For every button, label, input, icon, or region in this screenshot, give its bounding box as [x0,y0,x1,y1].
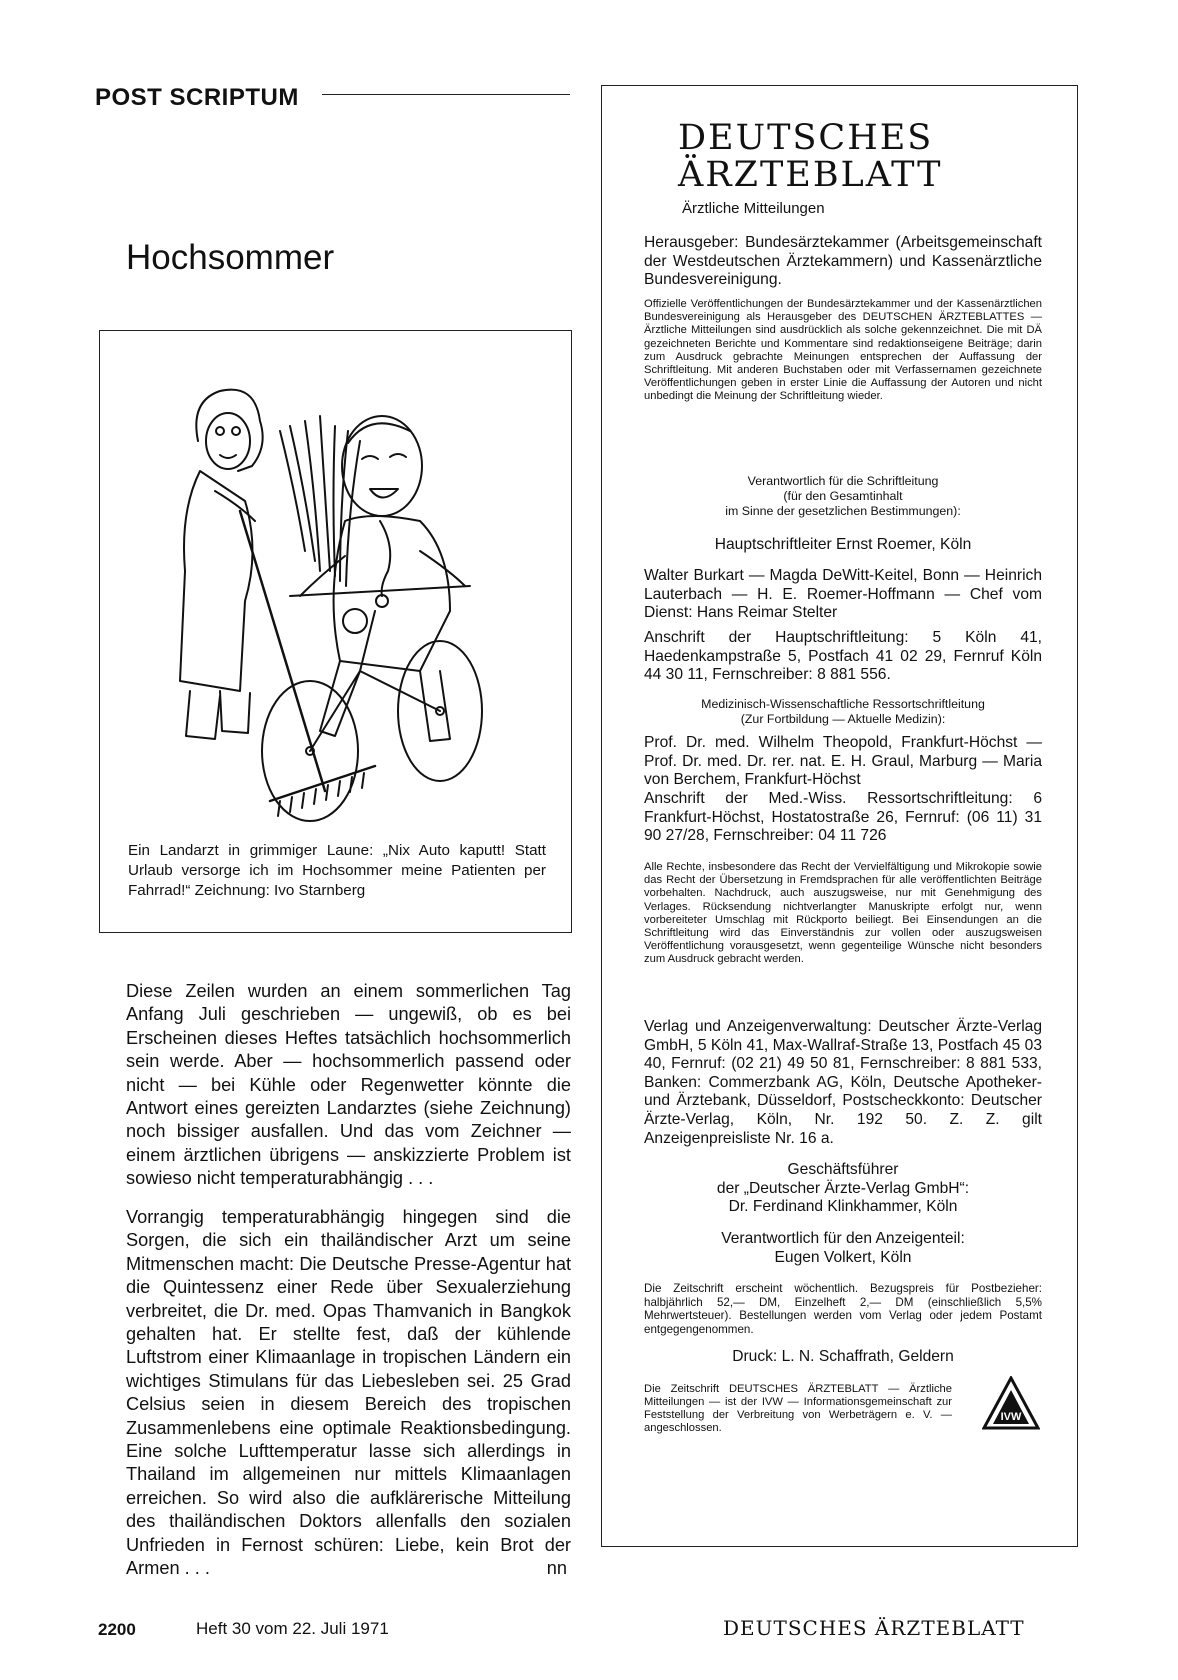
paragraph-2-text: Vorrangig temperaturabhängig hingegen sind die Sorgen, die sich ein thailändischer Arzt um seine Mitmenschen macht: Die Deutsche Presse-Agentur hat die Quintessenz einer Rede über Sexualerziehung verbreitet, die Dr. med. Opas Thamvanich in Bangkok gehalten hat. Er stellte fest, daß der kühlende Luftstrom einer Klimaanlage in tropischen Ländern ein wichtiges Stimulans für das Liebesleben sei. 25 Grad Celsius seien in diesem Bereich des tropischen Zusammenlebens eine optimale Reaktionsbedingung. Eine solche Lufttemperatur lasse sich allerdings in Thailand im allgemeinen nur mittels Klimaanlagen erreichen. So wird also die aufklärerische Mitteilung des thailändischen Doktors allenfalls den sozialen Unfrieden in Fernost schüren: Liebe, kein Brot der Armen . . . [126,1207,571,1579]
ads-responsible-block: Verantwortlich für den Anzeigenteil: Eugen Volkert, Köln [721,1230,965,1266]
medical-department-heading: Medizinisch-Wissenschaftliche Ressortschriftleitung (Zur Fortbildung — Aktuelle Medizin): [701,697,985,726]
ivw-logo-icon [982,1376,1040,1430]
masthead-line-2: ÄRZTEBLATT [678,155,943,195]
printer-line: Druck: L. N. Schaffrath, Geldern [732,1348,954,1365]
official-notice: Offizielle Veröffentlichungen der Bundesärztekammer und der Kassenärztlichen Bundesvereinigung als Herausgeber des DEUTSCHEN ÄRZTEBLATTES — Ärztliche Mitteilungen sind ausdrücklich als solche gekennzeichnet. Die mit DÄ gezeichneten Berichte und Kommentare sind redaktionseigene Beiträge; darin zum Ausdruck gebrachte Meinungen entsprechen der Auffassung der Schriftleitung. Mit anderen Buchstaben oder mit Verfassernamen gezeichnete Veröffentlichungen geben in erster Linie die Auffassung der Autoren und nicht unbedingt die Meinung der Schriftleitung wieder. [644,298,1042,403]
author-signature: nn [546,1558,567,1579]
publisher-text: Herausgeber: Bundesärztekammer (Arbeitsgemeinschaft der Westdeutschen Ärztekammern) und Kassenärztliche Bundesvereinigung. [644,234,1042,289]
page-number: 2200 [98,1620,136,1639]
article-paragraph-2 [126,1206,571,1581]
editors-list: Walter Burkart — Magda DeWitt-Keitel, Bonn — Heinrich Lauterbach — H. E. Roemer-Hoffmann — Chef vom Dienst: Hans Reimar Stelter [644,567,1042,622]
publishing-details: Verlag und Anzeigenverwaltung: Deutscher Ärzte-Verlag GmbH, 5 Köln 41, Max-Wallraf-Straße 13, Postfach 45 03 40, Fernruf: (02 21) 49 50 81, Fernschreiber: 8 881 533, Banken: Commerzbank AG, Köln, Deutsche Apotheker- und Ärztebank, Düsseldorf, Postscheckkonto: Deutscher Ärzte-Verlag, Köln, Nr. 192 50. Z. Z. gilt Anzeigenpreisliste Nr. 16 a. [644,1018,1042,1147]
section-label: POST SCRIPTUM [95,84,299,111]
subscription-notice: Die Zeitschrift erscheint wöchentlich. Bezugspreis für Postbezieher: halbjährlich 52,— DM, Einzelheft 2,— DM (einschließlich 5,5% Mehrwertsteuer). Bestellungen werden vom Verlag oder jedem Postamt entgegengenommen. [644,1282,1042,1336]
ivw-notice: Die Zeitschrift DEUTSCHES ÄRZTEBLATT — Ärztliche Mitteilungen — ist der IVW — Informationsgemeinschaft zur Feststellung der Verbreitung von Werbeträgern e. V. — angeschlossen. [644,1383,952,1434]
article-title: Hochsommer [126,238,335,277]
management-block: Geschäftsführer der „Deutscher Ärzte-Verlag GmbH“: Dr. Ferdinand Klinkhammer, Köln [716,1161,970,1216]
chief-editor: Hauptschriftleiter Ernst Roemer, Köln [714,536,972,553]
editorial-address: Anschrift der Hauptschriftleitung: 5 Köln 41, Haedenkampstraße 5, Postfach 41 02 29, Fernruf Köln 44 30 11, Fernschreiber: 8 881 556. [644,629,1042,684]
cartoon-figure [99,330,572,933]
cartoon-drawing-farmer-woman-doctor-on-bicycle [120,371,550,841]
section-rule [322,94,570,95]
medical-editors: Prof. Dr. med. Wilhelm Theopold, Frankfurt-Höchst — Prof. Dr. med. Dr. rer. nat. E. H. Graul, Marburg — Maria von Berchem, Frankfurt-Höchst [644,734,1042,789]
footer-masthead: DEUTSCHES ÄRZTEBLATT [723,1616,1025,1640]
cartoon-caption: Ein Landarzt in grimmiger Laune: „Nix Auto kaputt! Statt Urlaub versorge ich im Hochsommer meine Patienten per Fahrrad!“ Zeichnung: Ivo Starnberg [128,842,546,899]
article-paragraph-1: Diese Zeilen wurden an einem sommerlichen Tag Anfang Juli geschrieben — ungewiß, ob es bei Erscheinen dieses Heftes tatsächlich hochsommerlich sein werde. Aber — hochsommerlich passend oder nicht — bei Kühle oder Regenwetter könnte die Antwort eines gereizten Landarztes (siehe Zeichnung) noch bissiger ausfallen. Und das vom Zeichner — einem ärztlichen übrigens — anskizzierte Problem ist sowieso nicht temperaturabhängig . . . [126,981,571,1189]
ivw-logo-text: IVW [1000,1411,1022,1423]
medical-address: Anschrift der Med.-Wiss. Ressortschriftleitung: 6 Frankfurt-Höchst, Hostatostraße 26, Fernruf: (06 11) 31 90 27/28, Fernschreiber: 04 11 726 [644,790,1042,845]
rights-notice: Alle Rechte, insbesondere das Recht der Vervielfältigung und Mikrokopie sowie das Recht der Übersetzung in Fremdsprachen für alle veröffentlichten Beiträge vorbehalten. Nachdruck, auch auszugsweise, nur mit Genehmigung des Verlages. Rücksendung nichtverlangter Manuskripte erfolgt nur, wenn vorbereiteter Umschlag mit Rückporto beiliegt. Bei Einsendungen an die Schriftleitung wird das Einverständnis zur vollen oder auszugsweisen Veröffentlichung vorausgesetzt, wenn gegenteilige Wünsche nicht besonders zum Ausdruck gebracht werden. [644,861,1042,966]
issue-info: Heft 30 vom 22. Juli 1971 [196,1619,389,1638]
masthead-line-1: DEUTSCHES [678,118,934,158]
imprint-box [601,85,1078,1547]
masthead-subtitle: Ärztliche Mitteilungen [682,200,825,217]
responsible-heading: Verantwortlich für die Schriftleitung (für den Gesamtinhalt im Sinne der gesetzlichen Bestimmungen): [725,474,961,518]
